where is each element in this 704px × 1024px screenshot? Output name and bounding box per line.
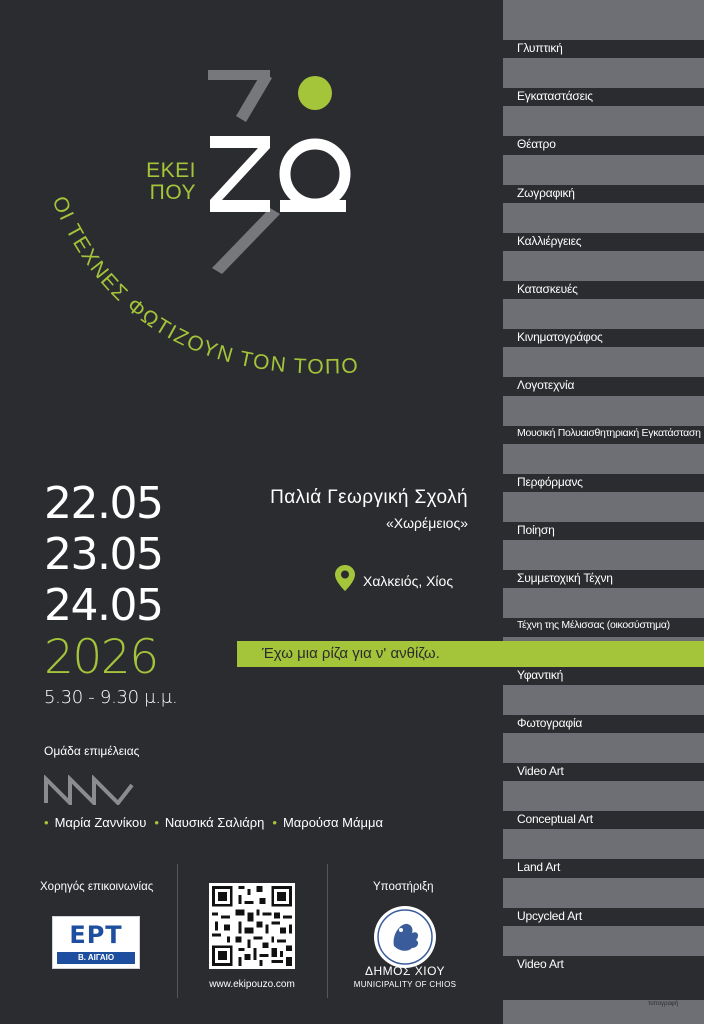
member-item: • Μαρία Ζαννίκου: [44, 815, 147, 830]
category-label: Land Art: [517, 860, 561, 875]
municipality-name: ΔΗΜΟΣ ΧΙΟΥ: [364, 964, 446, 978]
member-name: Μαρία Ζαννίκου: [54, 815, 147, 830]
category-stripe: [503, 58, 704, 88]
category-label: Γλυπτική: [517, 41, 563, 55]
category-stripe: [503, 444, 704, 474]
category-label: Καλλιέργειες: [517, 233, 582, 248]
municipality-seal-icon: [374, 906, 436, 968]
category-item: [503, 299, 704, 347]
date-3: 24.05: [44, 580, 163, 631]
category-label: Κινηματογράφος: [517, 330, 603, 345]
category-stripe: [503, 588, 704, 618]
category-stripe: [503, 203, 704, 233]
categories-column: [503, 0, 704, 1024]
team-title: Ομάδα επιμέλειας: [44, 744, 140, 758]
tagline: ΟΙ ΤΕΧΝΕΣ ΦΩΤΙΖΟΥΝ ΤΟΝ ΤΟΠΟ: [47, 192, 360, 379]
category-stripe: [503, 781, 704, 811]
category-label: Κατασκευές: [517, 282, 578, 296]
category-stripe: [503, 926, 704, 956]
date-1: 22.05: [44, 478, 163, 529]
print-credit: τυπογραφή: [648, 1001, 679, 1007]
venue-subtitle: «Χωρέμειος»: [386, 515, 468, 531]
member-item: • Μαρούσα Μάμμα: [272, 815, 384, 830]
category-label: Συμμετοχική Τέχνη: [517, 571, 613, 586]
category-label: Video Art: [517, 764, 564, 778]
category-stripe: [503, 299, 704, 329]
member-name: Μαρούσα Μάμμα: [282, 815, 384, 830]
category-stripe: [503, 155, 704, 185]
category-label: Conceptual Art: [517, 812, 593, 827]
category-item: [503, 540, 704, 588]
logo-prefix-line2: ΠΟΥ: [149, 181, 196, 204]
support-title: Υποστήριξη: [373, 881, 434, 893]
venue-name: Παλιά Γεωργική Σχολή: [270, 487, 468, 508]
category-stripe: [503, 829, 704, 859]
category-label: Ζωγραφική: [517, 185, 575, 200]
sponsor-title: Χορηγός επικοινωνίας: [40, 881, 154, 893]
category-stripe: [503, 685, 704, 715]
footer-divider-2: [327, 864, 328, 998]
team-logo-icon: [44, 775, 134, 805]
category-label: Video Art: [517, 956, 564, 971]
ert-logo: [52, 916, 140, 969]
team-members: [44, 815, 383, 830]
category-label: Upcycled Art: [517, 908, 582, 923]
category-item: [503, 203, 704, 251]
category-label: Λογοτεχνία: [517, 378, 575, 393]
motto: Έχω μια ρίζα για ν' ανθίζω.: [262, 645, 440, 662]
category-item: [503, 926, 704, 974]
category-stripe: [503, 878, 704, 908]
category-label: Εγκαταστάσεις: [517, 89, 593, 104]
category-item: [503, 10, 704, 58]
category-label: Φωτογραφία: [517, 715, 583, 730]
category-item: [503, 155, 704, 203]
member-name: Ναυσικά Σαλιάρη: [164, 815, 265, 830]
location: [335, 565, 453, 591]
category-item: [503, 106, 704, 154]
qr-code-icon[interactable]: [209, 883, 295, 969]
hours: 5.30 - 9.30 μ.μ.: [44, 687, 178, 708]
ert-logo-sub: Β. ΑΙΓΑΙΟ: [77, 953, 115, 962]
svg-text:ΟΙ ΤΕΧΝΕΣ ΦΩΤΙΖΟΥΝ ΤΟΝ ΤΟΠΟ: [47, 193, 359, 379]
category-stripe: [503, 733, 704, 763]
category-item: [503, 588, 704, 636]
category-item: [503, 444, 704, 492]
date-2: 23.05: [44, 529, 163, 580]
category-item: [503, 251, 704, 299]
ert-logo-text: ΕΡΤ: [69, 921, 123, 949]
category-label: Περφόρμανς: [517, 474, 583, 489]
footer-divider-1: [177, 864, 178, 998]
dates-block: [44, 478, 177, 708]
website-url[interactable]: www.ekipouzo.com: [209, 979, 295, 990]
category-label: Τέχνη της Μέλισσας (οικοσύστημα): [517, 619, 670, 632]
category-label: Μουσική Πολυαισθητηριακή Εγκατάσταση: [517, 426, 701, 439]
year: 2026: [44, 630, 158, 685]
category-item: [503, 829, 704, 877]
municipality-name-en: MUNICIPALITY OF CHIOS: [353, 980, 457, 989]
category-label: Υφαντική: [517, 667, 564, 682]
location-text: Χαλκειός, Χίος: [363, 573, 454, 589]
map-pin-icon: [335, 565, 355, 591]
category-label: Ποίηση: [517, 523, 555, 537]
category-stripe: [503, 347, 704, 377]
category-stripe: [503, 540, 704, 570]
venue: [232, 487, 468, 531]
member-item: • Ναυσικά Σαλιάρη: [154, 815, 265, 830]
category-item: [503, 492, 704, 540]
category-item: [503, 781, 704, 829]
category-item: [503, 878, 704, 926]
category-item: [503, 396, 704, 444]
category-stripe: [503, 492, 704, 522]
category-item: [503, 733, 704, 781]
category-item: [503, 58, 704, 106]
category-label: Θέατρο: [517, 137, 556, 152]
category-stripe: [503, 251, 704, 281]
logo-prefix-line1: ΕΚΕΙ: [146, 159, 196, 182]
category-stripe: [503, 106, 704, 136]
category-stripe: [503, 396, 704, 426]
category-item: [503, 347, 704, 395]
category-item: [503, 685, 704, 733]
tagline-arc: [0, 0, 500, 420]
